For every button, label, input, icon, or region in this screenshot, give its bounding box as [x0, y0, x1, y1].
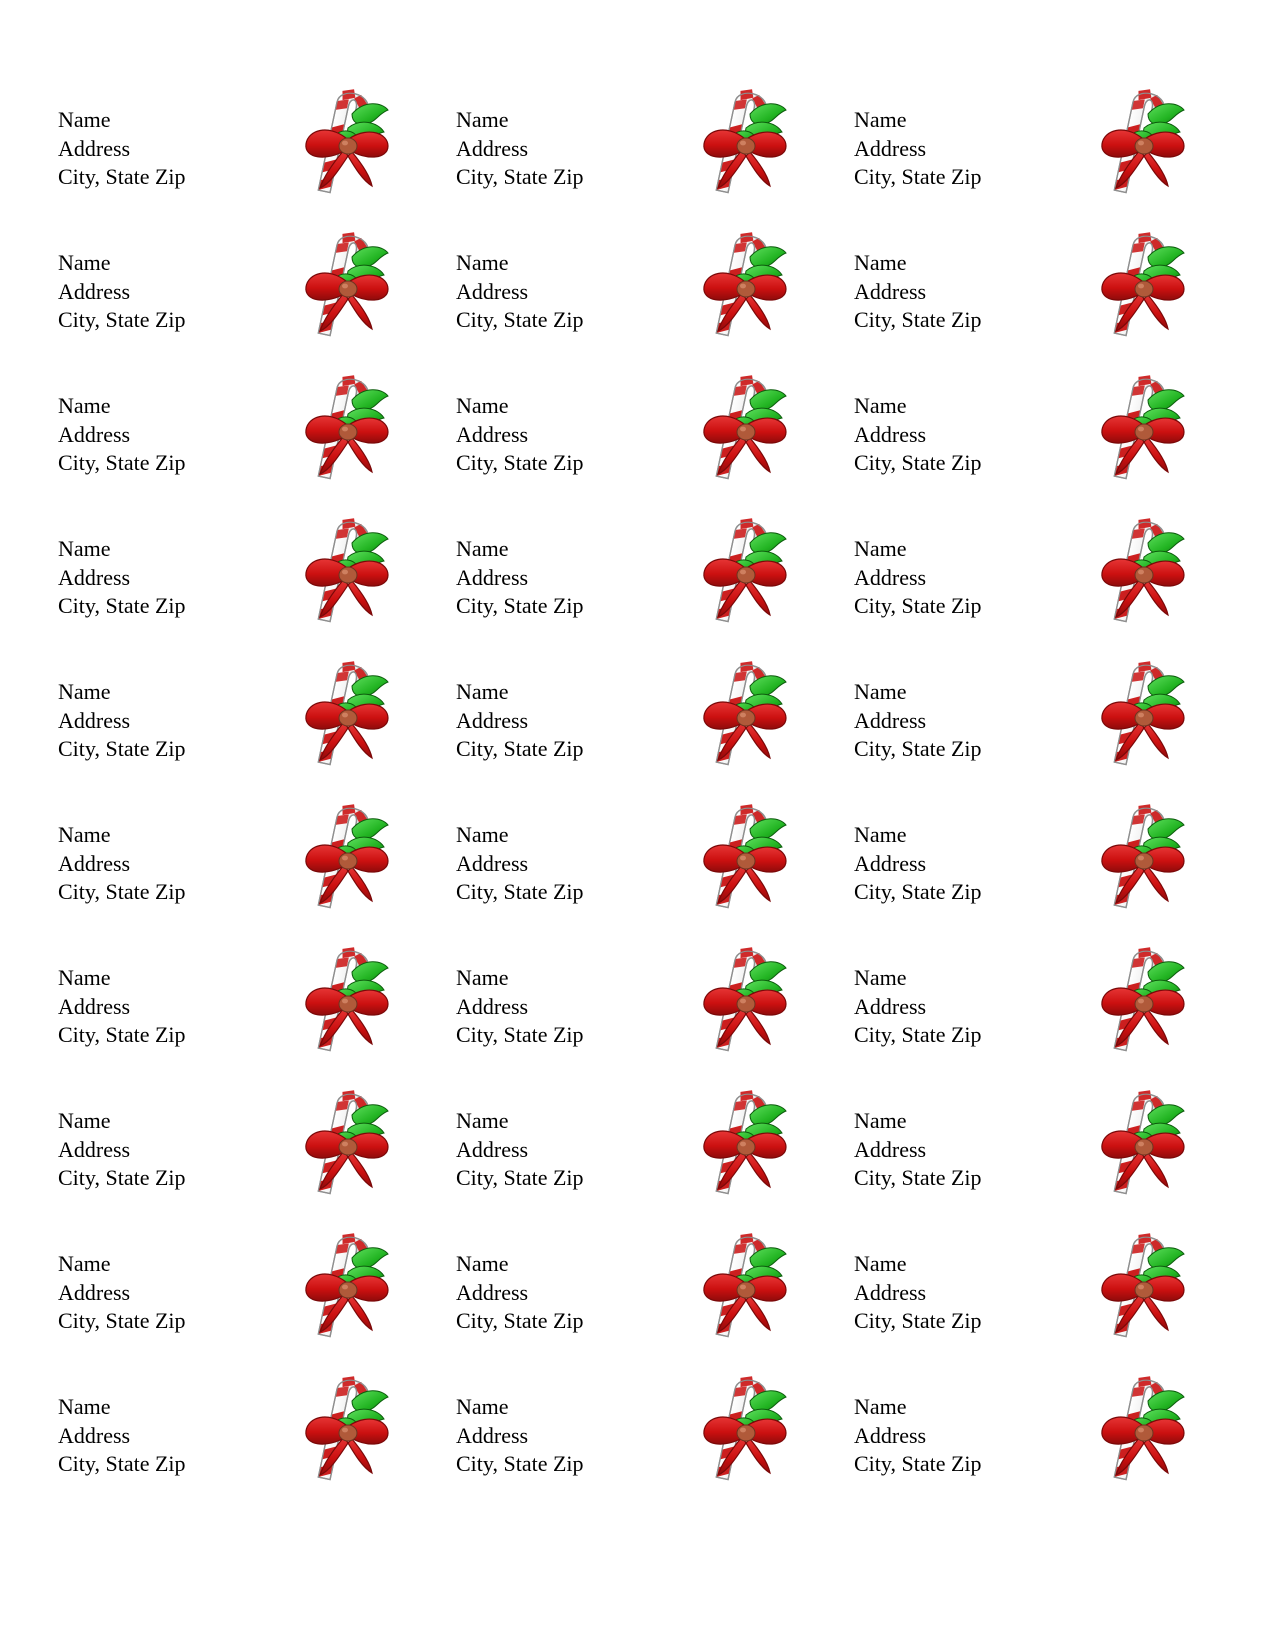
address-block — [52, 1387, 186, 1479]
label-address-line: Address — [456, 993, 529, 1019]
address-label[interactable] — [836, 936, 1234, 1079]
label-name-line: Name — [58, 1394, 111, 1419]
address-block — [52, 1244, 186, 1336]
address-label[interactable] — [40, 507, 438, 650]
label-address-line: Address — [456, 564, 529, 590]
address-block — [52, 815, 186, 907]
address-label[interactable] — [438, 221, 836, 364]
label-name-line: Name — [854, 536, 907, 561]
label-address-line: Address — [854, 1422, 927, 1448]
address-label[interactable] — [836, 1222, 1234, 1365]
candy-cane-icon — [290, 1371, 400, 1491]
address-block — [450, 243, 584, 335]
label-address-line: Address — [456, 1279, 529, 1305]
label-address-line: Address — [456, 135, 529, 161]
label-name-line: Name — [58, 679, 111, 704]
label-address-line: Address — [58, 421, 131, 447]
label-address-line: Address — [456, 1136, 529, 1162]
label-address-line: Address — [58, 850, 131, 876]
address-label[interactable] — [40, 650, 438, 793]
label-address-line: Address — [58, 564, 131, 590]
label-address-line: Address — [58, 993, 131, 1019]
label-city-state-zip-line: City, State Zip — [58, 1022, 186, 1047]
label-name-line: Name — [854, 822, 907, 847]
label-city-state-zip-line: City, State Zip — [456, 1451, 584, 1476]
label-city-state-zip-line: City, State Zip — [854, 1451, 982, 1476]
address-block — [450, 1244, 584, 1336]
label-address-line: Address — [58, 135, 131, 161]
address-label[interactable] — [836, 364, 1234, 507]
label-address-line: Address — [854, 1279, 927, 1305]
candy-cane-icon — [1086, 513, 1196, 633]
address-label[interactable] — [40, 364, 438, 507]
label-name-line: Name — [58, 1251, 111, 1276]
label-name-line: Name — [58, 965, 111, 990]
label-city-state-zip-line: City, State Zip — [456, 450, 584, 475]
candy-cane-icon — [290, 942, 400, 1062]
label-city-state-zip-line: City, State Zip — [854, 736, 982, 761]
label-city-state-zip-line: City, State Zip — [854, 1022, 982, 1047]
label-name-line: Name — [58, 250, 111, 275]
label-name-line: Name — [456, 965, 509, 990]
address-label[interactable] — [438, 650, 836, 793]
address-block — [52, 1101, 186, 1193]
label-address-line: Address — [854, 278, 927, 304]
address-label[interactable] — [836, 221, 1234, 364]
candy-cane-icon — [688, 1371, 798, 1491]
label-address-line: Address — [58, 707, 131, 733]
candy-cane-icon — [1086, 84, 1196, 204]
label-city-state-zip-line: City, State Zip — [58, 879, 186, 904]
label-name-line: Name — [854, 679, 907, 704]
candy-cane-icon — [290, 84, 400, 204]
candy-cane-icon — [1086, 656, 1196, 776]
address-label[interactable] — [438, 1365, 836, 1508]
address-block — [848, 672, 982, 764]
address-label[interactable] — [438, 507, 836, 650]
label-address-line: Address — [854, 564, 927, 590]
address-block — [848, 958, 982, 1050]
candy-cane-icon — [1086, 227, 1196, 347]
address-label[interactable] — [438, 364, 836, 507]
address-block — [52, 958, 186, 1050]
candy-cane-icon — [290, 799, 400, 919]
label-city-state-zip-line: City, State Zip — [58, 736, 186, 761]
label-address-line: Address — [456, 278, 529, 304]
candy-cane-icon — [1086, 942, 1196, 1062]
candy-cane-icon — [1086, 1085, 1196, 1205]
label-name-line: Name — [854, 1394, 907, 1419]
label-city-state-zip-line: City, State Zip — [456, 736, 584, 761]
address-label[interactable] — [40, 78, 438, 221]
label-address-line: Address — [854, 1136, 927, 1162]
label-city-state-zip-line: City, State Zip — [456, 1165, 584, 1190]
label-address-line: Address — [58, 1422, 131, 1448]
address-block — [848, 1101, 982, 1193]
candy-cane-icon — [290, 1228, 400, 1348]
address-label[interactable] — [40, 221, 438, 364]
label-address-line: Address — [58, 278, 131, 304]
address-label[interactable] — [40, 1222, 438, 1365]
address-block — [848, 815, 982, 907]
address-label[interactable] — [438, 78, 836, 221]
address-label[interactable] — [836, 78, 1234, 221]
label-city-state-zip-line: City, State Zip — [854, 593, 982, 618]
label-name-line: Name — [456, 822, 509, 847]
label-name-line: Name — [854, 965, 907, 990]
label-name-line: Name — [456, 536, 509, 561]
label-name-line: Name — [456, 1108, 509, 1133]
label-name-line: Name — [854, 250, 907, 275]
label-city-state-zip-line: City, State Zip — [58, 450, 186, 475]
label-city-state-zip-line: City, State Zip — [456, 1308, 584, 1333]
label-city-state-zip-line: City, State Zip — [854, 307, 982, 332]
label-address-line: Address — [456, 707, 529, 733]
address-block — [848, 243, 982, 335]
candy-cane-icon — [688, 1228, 798, 1348]
address-block — [848, 1244, 982, 1336]
label-grid — [40, 78, 1275, 1508]
label-address-line: Address — [854, 135, 927, 161]
address-block — [52, 100, 186, 192]
address-block — [52, 672, 186, 764]
label-name-line: Name — [854, 1108, 907, 1133]
label-city-state-zip-line: City, State Zip — [58, 1165, 186, 1190]
candy-cane-icon — [688, 84, 798, 204]
candy-cane-icon — [688, 656, 798, 776]
address-block — [450, 386, 584, 478]
label-name-line: Name — [854, 393, 907, 418]
address-block — [848, 529, 982, 621]
label-address-line: Address — [456, 850, 529, 876]
address-label[interactable] — [836, 1079, 1234, 1222]
candy-cane-icon — [1086, 370, 1196, 490]
label-city-state-zip-line: City, State Zip — [854, 879, 982, 904]
label-name-line: Name — [58, 536, 111, 561]
candy-cane-icon — [688, 799, 798, 919]
address-block — [450, 1101, 584, 1193]
address-block — [52, 386, 186, 478]
candy-cane-icon — [290, 513, 400, 633]
address-label[interactable] — [438, 936, 836, 1079]
candy-cane-icon — [688, 370, 798, 490]
label-address-line: Address — [854, 421, 927, 447]
label-name-line: Name — [854, 107, 907, 132]
address-label[interactable] — [836, 793, 1234, 936]
address-label[interactable] — [40, 936, 438, 1079]
candy-cane-icon — [1086, 799, 1196, 919]
label-city-state-zip-line: City, State Zip — [58, 1308, 186, 1333]
address-block — [848, 100, 982, 192]
address-label[interactable] — [836, 507, 1234, 650]
label-name-line: Name — [456, 1394, 509, 1419]
address-block — [450, 1387, 584, 1479]
label-city-state-zip-line: City, State Zip — [456, 593, 584, 618]
label-address-line: Address — [854, 850, 927, 876]
label-address-line: Address — [58, 1279, 131, 1305]
label-city-state-zip-line: City, State Zip — [854, 1308, 982, 1333]
address-block — [52, 529, 186, 621]
address-label[interactable] — [40, 793, 438, 936]
label-address-line: Address — [456, 1422, 529, 1448]
label-name-line: Name — [456, 1251, 509, 1276]
label-name-line: Name — [456, 107, 509, 132]
label-address-line: Address — [456, 421, 529, 447]
label-city-state-zip-line: City, State Zip — [854, 164, 982, 189]
label-city-state-zip-line: City, State Zip — [456, 307, 584, 332]
label-name-line: Name — [456, 679, 509, 704]
address-block — [450, 958, 584, 1050]
address-block — [848, 1387, 982, 1479]
label-city-state-zip-line: City, State Zip — [58, 307, 186, 332]
candy-cane-icon — [1086, 1371, 1196, 1491]
address-block — [450, 100, 584, 192]
candy-cane-icon — [1086, 1228, 1196, 1348]
label-name-line: Name — [854, 1251, 907, 1276]
address-block — [848, 386, 982, 478]
label-address-line: Address — [854, 993, 927, 1019]
label-address-line: Address — [854, 707, 927, 733]
address-block — [450, 529, 584, 621]
label-city-state-zip-line: City, State Zip — [58, 164, 186, 189]
address-block — [450, 815, 584, 907]
label-city-state-zip-line: City, State Zip — [854, 450, 982, 475]
label-city-state-zip-line: City, State Zip — [58, 593, 186, 618]
label-name-line: Name — [58, 107, 111, 132]
address-label[interactable] — [438, 793, 836, 936]
address-label[interactable] — [836, 1365, 1234, 1508]
label-city-state-zip-line: City, State Zip — [456, 879, 584, 904]
candy-cane-icon — [688, 227, 798, 347]
candy-cane-icon — [688, 942, 798, 1062]
label-address-line: Address — [58, 1136, 131, 1162]
candy-cane-icon — [688, 513, 798, 633]
address-block — [52, 243, 186, 335]
address-label[interactable] — [438, 1222, 836, 1365]
label-city-state-zip-line: City, State Zip — [456, 164, 584, 189]
candy-cane-icon — [290, 227, 400, 347]
address-label[interactable] — [40, 1079, 438, 1222]
label-city-state-zip-line: City, State Zip — [456, 1022, 584, 1047]
address-label[interactable] — [40, 1365, 438, 1508]
label-city-state-zip-line: City, State Zip — [854, 1165, 982, 1190]
address-block — [450, 672, 584, 764]
label-name-line: Name — [58, 1108, 111, 1133]
candy-cane-icon — [290, 370, 400, 490]
candy-cane-icon — [688, 1085, 798, 1205]
label-name-line: Name — [456, 250, 509, 275]
label-name-line: Name — [58, 393, 111, 418]
label-city-state-zip-line: City, State Zip — [58, 1451, 186, 1476]
label-name-line: Name — [58, 822, 111, 847]
candy-cane-icon — [290, 1085, 400, 1205]
address-label[interactable] — [836, 650, 1234, 793]
label-name-line: Name — [456, 393, 509, 418]
address-label[interactable] — [438, 1079, 836, 1222]
candy-cane-icon — [290, 656, 400, 776]
